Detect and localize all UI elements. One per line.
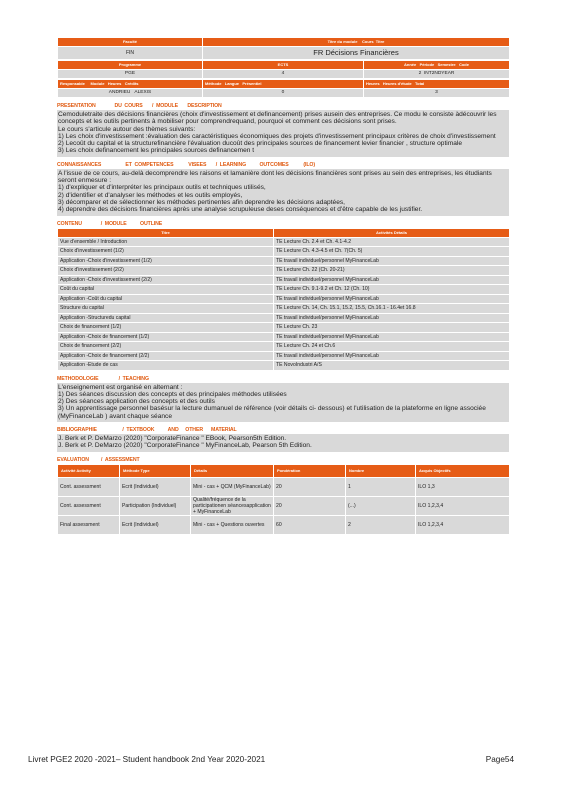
page-footer (28, 755, 514, 764)
outline-row (58, 294, 510, 304)
outline-title-cell: Application -Choix d'investissement (2/2) (58, 275, 274, 285)
eval-activity-cell: Cont. assessment (58, 477, 120, 496)
label-year-period: Année Période Semestre Code (364, 61, 510, 70)
bibliography-text (57, 434, 509, 452)
value-ects: 4 (203, 70, 364, 79)
section-title-evaluation: EVALUATION / ASSESSMENT (57, 456, 140, 463)
outline-row (58, 256, 510, 266)
methodology-paragraph: 3) Un apprentissage personnel basésur la lecture dumanuel de référence (voir détails ci- dessous) et l'utilisation de la plateforme en ligne associée (MyFinanceLab ) avant chaque séance (58, 405, 486, 420)
methodology-paragraph: 2) Des séances application des concepts et des outils (58, 398, 215, 406)
label-ects: ECTS (203, 61, 364, 70)
eval-header-activity: Activité Activity (58, 464, 120, 477)
presentation-paragraph: Cemoduletraite des décisions financières (choix d'investissement et definancement) prises ausein des entreprises. Ce modu le consiste àdécouvrir les concepts et les outils pertinents à mobiliser pour comprendrequand, pourquoi et comment ces décisions sont prises. (58, 111, 497, 126)
eval-number-cell: 1 (346, 477, 416, 496)
bibliography-entry: J. Berk et P. DeMarzo (2020) "CorporateFinance " MyFinanceLab, Pearson 5th Edition. (58, 442, 312, 450)
bibliography-entry: J. Berk et P. DeMarzo (2020) "CorporateFinance " EBook, Pearson5th Edition. (58, 435, 287, 443)
eval-header-number: Nombre (346, 464, 416, 477)
outcome-paragraph: 4) deprendre des décisions financières après une analyse scrupuleuse deses conséquences et d'être capable de les justifier. (58, 206, 423, 214)
evaluation-row (58, 496, 510, 515)
eval-activity-cell: Cont. assessment (58, 496, 120, 515)
outline-activity-cell: TE travail individuel/personnel MyFinanceLab (274, 332, 510, 342)
outcome-paragraph: A l'issue de ce cours, au-delà decomprendre les raisons et lamanière dont les décisions financières sont prises au sein des entreprises, les étudiants seront enmesure : (58, 169, 492, 185)
outline-activity-cell: TE Lecture Ch. 24 et Ch.6 (274, 342, 510, 352)
outline-title-cell: Coût du capital (58, 285, 274, 295)
eval-details-cell: Mini - cas + QCM (MyFinanceLab) (191, 477, 274, 496)
outline-title-cell: Application -Choix de financement (1/2) (58, 332, 274, 342)
eval-header-objectives: Acquis Objectifs (416, 464, 510, 477)
outline-title-cell: Choix d'investissement (2/2) (58, 266, 274, 276)
label-faculty: Faculté (58, 38, 203, 47)
outline-row (58, 332, 510, 342)
label-module-title: Titre du module Cours Titre (203, 38, 510, 47)
outline-title-cell: Application -Etude de cas (58, 361, 274, 371)
outline-title-cell: Choix de financement (1/2) (58, 323, 274, 333)
outline-activity-cell: TE travail individuel/personnel MyFinanceLab (274, 294, 510, 304)
outline-row (58, 313, 510, 323)
value-program: PGE (58, 70, 203, 79)
value-faculty: FIN (58, 47, 203, 60)
evaluation-row (58, 477, 510, 496)
outline-row (58, 351, 510, 361)
eval-header-details: Détails (191, 464, 274, 477)
methodology-paragraph: 1) Des séances discussion des concepts et des principales méthodes utilisées (58, 390, 287, 398)
eval-number-cell: 2 (346, 515, 416, 534)
eval-objectives-cell: ILO 1,2,3,4 (416, 496, 510, 515)
evaluation-row (58, 515, 510, 534)
methodology-paragraph: L'enseignement est organisé en alternant : (58, 383, 183, 391)
outline-activity-cell: TE Lecture Ch. 2.4 et Ch. 4.1-4.2 (274, 237, 510, 247)
outcome-paragraph: 1) d'expliquer et d'interpréter les principaux outils et techniques utilisés, (58, 184, 266, 192)
outline-title-cell: Application -Choix de financement (2/2) (58, 351, 274, 361)
outline-header-title: Titre (58, 228, 274, 237)
footer-page-number: Page54 (485, 755, 514, 764)
methodology-text (57, 383, 509, 422)
eval-header-weight: Pondération (274, 464, 346, 477)
eval-number-cell: (...) (346, 496, 416, 515)
outline-row (58, 323, 510, 333)
outcome-paragraph: 2) d'identifier et d'analyser les méthodes et les outils employés, (58, 191, 243, 199)
footer-handbook-title: Livret PGE2 2020 -2021– Student handbook 2nd Year 2020-2021 (28, 755, 266, 764)
eval-weight-cell: 20 (274, 496, 346, 515)
outline-activity-cell: TE Lecture Ch. 9.1-9.2 et Ch. 12 (Ch. 10) (274, 285, 510, 295)
eval-objectives-cell: ILO 1,2,3,4 (416, 515, 510, 534)
presentation-paragraph: 3) Les choix definancement les principales sources definancemen t (58, 147, 255, 155)
eval-activity-cell: Final assessment (58, 515, 120, 534)
outline-activity-cell: TE Lecture Ch. 23 (274, 323, 510, 333)
label-responsible: Responsable Module Heures Crédits (58, 80, 203, 89)
section-title-bibliography: BIBLIOGRAPHIE / TEXTBOOK AND OTHER MATERIAL (57, 427, 237, 434)
outline-title-cell: Vue d'ensemble / Introduction (58, 237, 274, 247)
outline-title-cell: Application -Structuredu capital (58, 313, 274, 323)
eval-header-method: Méthode Type (120, 464, 191, 477)
eval-method-cell: Participation (Individuel) (120, 496, 191, 515)
presentation-paragraph: 2) Lecoût du capital et la structurefinancière l'évaluation ducoût des principales sources de financement levier financier , structure optimale (58, 140, 463, 148)
value-module-title: FR Décisions Financières (203, 47, 510, 60)
eval-details-cell: Mini - cas + Questions ouvertes (191, 515, 274, 534)
outline-row (58, 275, 510, 285)
outline-header-activities: Activités Détails (274, 228, 510, 237)
outline-row (58, 285, 510, 295)
outline-title-cell: Choix de financement (2/2) (58, 342, 274, 352)
outline-activity-cell: TE NovoIndustri A/S (274, 361, 510, 371)
learning-outcomes-text (57, 169, 509, 216)
outline-activity-cell: TE travail individuel/personnel MyFinanceLab (274, 256, 510, 266)
value-total: 3 (364, 89, 510, 98)
outline-row (58, 266, 510, 276)
presentation-paragraph: 1) Les choix d'investissement :évaluation des caractéristiques économiques des projets d'investissement principaux critères de choix d'investissement (58, 132, 496, 140)
section-title-methodology: METHODOLOGIE / TEACHING (57, 375, 149, 382)
outline-title-cell: Application -Coût du capital (58, 294, 274, 304)
outline-row (58, 237, 510, 247)
value-hours: 0 (203, 89, 364, 98)
eval-method-cell: Ecrit (Individuel) (120, 515, 191, 534)
outline-activity-cell: TE Lecture Ch. 22 (Ch. 20-21) (274, 266, 510, 276)
value-year-code: 2 INT2NDYEAR (364, 70, 510, 79)
eval-details-cell: Qualité/fréquence de la participationen séancesapplication + MyFinanceLab (191, 496, 274, 515)
module-responsible-table (57, 79, 510, 98)
section-title-outline: CONTENU / MODULE OUTLINE (57, 220, 163, 227)
course-sheet (57, 37, 509, 535)
module-header-table (57, 37, 510, 60)
presentation-text (57, 110, 509, 157)
eval-method-cell: Ecrit (Individuel) (120, 477, 191, 496)
section-title-learning-outcomes: CONNAISSANCES ET COMPETENCES VISEES / LEARNING OUTCOMES (ILO) (57, 161, 315, 168)
value-responsible: ANDRIEU ALEXIS (58, 89, 203, 98)
outline-activity-cell: TE travail individuel/personnel MyFinanceLab (274, 275, 510, 285)
outline-title-cell: Application -Choix d'investissement (1/2) (58, 256, 274, 266)
outline-title-cell: Choix d'investissement (1/2) (58, 247, 274, 257)
outline-activity-cell: TE Lecture Ch. 4.3-4.5 et Ch. 7(Ch. 5) (274, 247, 510, 257)
outline-title-cell: Structure du capital (58, 304, 274, 314)
eval-weight-cell: 60 (274, 515, 346, 534)
label-program: Programme (58, 61, 203, 70)
outcome-paragraph: 3) décomparer et de sélectionner les méthodes pertinentes afin deprendre les décisions adaptées, (58, 198, 346, 206)
outline-activity-cell: TE travail individuel/personnel MyFinanceLab (274, 351, 510, 361)
presentation-paragraph: Le cours s'articule autour des thèmes suivants: (58, 125, 196, 133)
eval-objectives-cell: ILO 1,3 (416, 477, 510, 496)
outline-table (57, 228, 510, 371)
outline-row (58, 247, 510, 257)
outline-row (58, 342, 510, 352)
outline-row (58, 361, 510, 371)
eval-weight-cell: 20 (274, 477, 346, 496)
label-method: Méthode Langue Présentiel (203, 80, 364, 89)
section-title-presentation: PRESENTATION DU COURS / MODULE DESCRIPTION (57, 103, 222, 109)
outline-activity-cell: TE Lecture Ch. 14, Ch. 15.1, 15.2, 15.5, Ch.16.1 - 16.4et 16.8 (274, 304, 510, 314)
outline-row (58, 304, 510, 314)
outline-activity-cell: TE travail individuel/personnel MyFinanceLab (274, 313, 510, 323)
label-hours: Heures Heures d'étude Total (364, 80, 510, 89)
module-program-table (57, 60, 510, 79)
evaluation-table (57, 464, 510, 535)
